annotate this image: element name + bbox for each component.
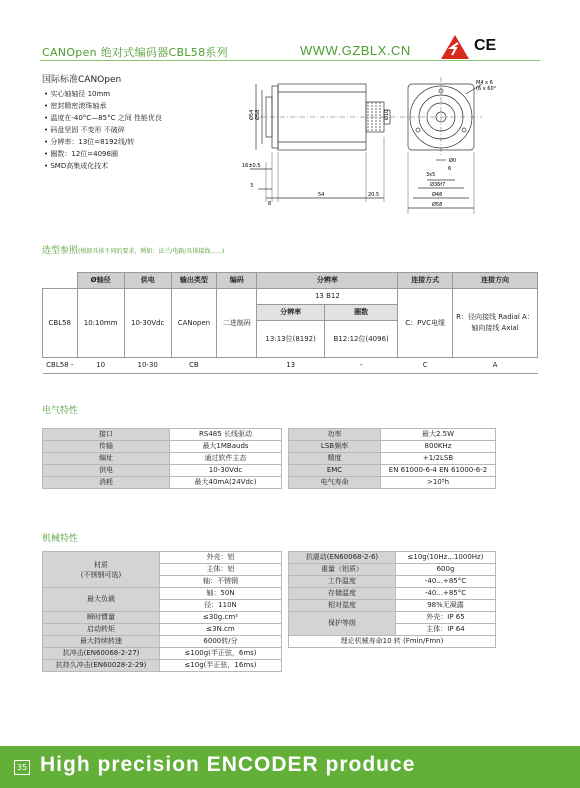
dim-6: 6 [448, 166, 452, 172]
table-row [43, 612, 282, 624]
brand-logo-icon [440, 34, 470, 60]
selection-table [42, 272, 538, 374]
resolution-top-cell: 13 B12 [257, 289, 398, 305]
dim-16: 16±0.5 [242, 163, 261, 169]
spec-value: >10⁵h [381, 477, 496, 489]
code-part: 13 [257, 358, 325, 374]
table-row [289, 636, 496, 648]
table-row [289, 465, 496, 477]
dim-m4-angle: (6 x 60° [476, 86, 497, 92]
spec-key: 重量（铝质） [289, 564, 396, 576]
table-row [289, 564, 496, 576]
code-part: - [324, 358, 397, 374]
spec-key: LSB频率 [289, 441, 381, 453]
shaft-cell: 10:10mm [77, 289, 124, 358]
electrical-right-table [288, 428, 496, 489]
dim-3x5: 3x5 [426, 172, 436, 178]
selection-note: (根据具体不同的要求，例如：法兰/电路/具体接线......) [78, 248, 225, 255]
table-row [289, 600, 496, 612]
spec-key: 抗持久冲击(EN60028-2-29) [43, 660, 160, 672]
table-row [289, 453, 496, 465]
protect-val: 主体：IP 64 [396, 624, 496, 636]
spec-value: -40...+85°C [396, 588, 496, 600]
table-row [289, 588, 496, 600]
spec-value: 98%无凝露 [396, 600, 496, 612]
code-part: 10 [77, 358, 124, 374]
dim-d58-front: Ø58 [432, 202, 443, 208]
material-val: 主体：铝 [160, 564, 282, 576]
load-val: 径：110N [160, 600, 282, 612]
dim-d36: Ø36f7 [430, 182, 446, 188]
header-divider [40, 60, 540, 61]
table-row [43, 477, 282, 489]
code-example-row [43, 358, 538, 374]
spec-value: RS485 长线驱动 [170, 429, 282, 441]
features-title: 国际标准CANOpen [42, 75, 122, 85]
spec-key: 电气寿命 [289, 477, 381, 489]
selection-section-title [42, 243, 224, 256]
table-row [43, 429, 282, 441]
table-row [43, 289, 538, 305]
mechanical-left-table [42, 551, 282, 672]
dim-d48: Ø48 [432, 192, 443, 198]
spec-value: 6000转/分 [160, 636, 282, 648]
feature-item: • 分辨率：13位=8192线/转 [44, 136, 162, 148]
mechanical-right-table [288, 551, 496, 648]
dim-8: 8 [268, 201, 272, 207]
res1-cell: 13:13位(8192) [257, 321, 325, 358]
spec-key: 启动转矩 [43, 624, 160, 636]
table-row [43, 648, 282, 660]
dim-d54: Ø54 [249, 109, 255, 120]
code-part: A [453, 358, 538, 374]
col-power: 供电 [124, 273, 171, 289]
table-row [43, 441, 282, 453]
table-header-row [43, 273, 538, 289]
code-cell: 二进制码 [217, 289, 257, 358]
material-val: 外壳：铝 [160, 552, 282, 564]
spec-key: 功率 [289, 429, 381, 441]
code-part: 10-30 [124, 358, 171, 374]
spec-key: EMC [289, 465, 381, 477]
sub-resolution: 分辨率 [257, 305, 325, 321]
table-row [43, 636, 282, 648]
spec-key: 抗震动(EN60068-2-6) [289, 552, 396, 564]
spec-key: 工作温度 [289, 576, 396, 588]
dim-d0: Ø0 [449, 158, 457, 164]
ce-mark: CE [474, 37, 497, 54]
dim-3: 3 [250, 183, 254, 189]
col-direction: 连接方向 [453, 273, 538, 289]
feature-item: • 实心轴轴径 10mm [44, 88, 162, 100]
sub-turns: 圈数 [324, 305, 397, 321]
mech-life: 理论机械寿命10 转 (Fmin/Fmn) [289, 636, 496, 648]
electrical-title: 电气特性 [42, 406, 79, 416]
spec-key: 消耗 [43, 477, 170, 489]
table-row [43, 660, 282, 672]
mechanical-title: 机械特性 [42, 534, 79, 544]
spec-value: +1/2LSB [381, 453, 496, 465]
spec-value: -40...+85°C [396, 576, 496, 588]
spec-value: ≤3N.cm [160, 624, 282, 636]
spec-value: 最大1MBauds [170, 441, 282, 453]
table-row [43, 624, 282, 636]
spec-value: ≤30g.cm² [160, 612, 282, 624]
table-row [43, 465, 282, 477]
feature-item: • 码盘坚固 不变形 不破碎 [44, 124, 162, 136]
blank-cell [43, 273, 78, 289]
feature-item: • SMD高集成化技术 [44, 160, 162, 172]
table-row [289, 552, 496, 564]
table-row [289, 612, 496, 624]
feature-item: • 温度在-40°C—85°C 之间 性能优良 [44, 112, 162, 124]
spec-value: 最大40mA(24Vdc) [170, 477, 282, 489]
spec-key: 最大持续转速 [43, 636, 160, 648]
spec-value: 最大2.5W [381, 429, 496, 441]
table-row [289, 429, 496, 441]
spec-value: 800KHz [381, 441, 496, 453]
footer-slogan: High precision ENCODER produce [40, 753, 416, 776]
dim-54: 54 [318, 192, 325, 198]
spec-value: ≤100g(半正弦，6ms) [160, 648, 282, 660]
feature-item: • 密封精密滚珠轴承 [44, 100, 162, 112]
feature-list [44, 88, 162, 172]
table-row [289, 441, 496, 453]
col-shaft: Ø轴径 [77, 273, 124, 289]
dim-m4: M4 x 6 [476, 80, 493, 86]
table-row [289, 477, 496, 489]
spec-key: 传输 [43, 441, 170, 453]
electrical-left-table [42, 428, 282, 489]
model-cell: CBL58 [43, 289, 78, 358]
table-row [43, 453, 282, 465]
spec-key: 瞬时惯量 [43, 612, 160, 624]
spec-key: 精度 [289, 453, 381, 465]
page-number: 35 [14, 760, 30, 775]
code-part: C [398, 358, 453, 374]
spec-key: 供电 [43, 465, 170, 477]
spec-key: 相对湿度 [289, 600, 396, 612]
side-view [250, 84, 400, 202]
dim-d58: Ø58 [255, 109, 261, 120]
spec-key: 编址 [43, 453, 170, 465]
connection-cell: C：PVC电缆 [398, 289, 453, 358]
spec-value: ≤10g(半正弦，16ms) [160, 660, 282, 672]
website-url[interactable]: WWW.GZBLX.CN [300, 43, 411, 58]
dim-20-5: 20.5 [368, 192, 380, 198]
spec-value: 10-30Vdc [170, 465, 282, 477]
spec-key: 存储温度 [289, 588, 396, 600]
col-connection: 连接方式 [398, 273, 453, 289]
col-output: 输出类型 [171, 273, 217, 289]
material-key: 材质 (不锈钢可选) [43, 552, 160, 588]
selection-title: 选型参照 [42, 246, 79, 256]
dimension-drawing [230, 72, 510, 217]
dim-d10: Ø10 [384, 109, 390, 120]
spec-value: 通过软件主态 [170, 453, 282, 465]
protect-val: 外壳：IP 65 [396, 612, 496, 624]
spec-value: EN 61000-6-4 EN 61000-6-2 [381, 465, 496, 477]
load-key: 最大负载 [43, 588, 160, 612]
table-row [289, 576, 496, 588]
spec-key: 抗冲击(EN60068-2-27) [43, 648, 160, 660]
table-row [43, 552, 282, 564]
code-part: CBL58 - [43, 358, 78, 374]
series-title: CANOpen 绝对式编码器CBL58系列 [42, 46, 228, 59]
output-cell: CANopen [171, 289, 217, 358]
spec-key: 接口 [43, 429, 170, 441]
spec-value: 600g [396, 564, 496, 576]
protect-key: 保护等级 [289, 612, 396, 636]
code-part: CB [171, 358, 217, 374]
direction-cell: R：径向接线 Radial A：轴向接线 Axial [453, 289, 538, 358]
code-part [217, 358, 257, 374]
res2-cell: B12:12位(4096) [324, 321, 397, 358]
power-cell: 10-30Vdc [124, 289, 171, 358]
col-code: 编码 [217, 273, 257, 289]
col-resolution: 分辨率 [257, 273, 398, 289]
feature-item: • 圈数：12位=4096圈 [44, 148, 162, 160]
table-row [43, 588, 282, 600]
load-val: 轴：50N [160, 588, 282, 600]
spec-value: ≤10g(10Hz...1000Hz) [396, 552, 496, 564]
material-val: 轴：不锈钢 [160, 576, 282, 588]
